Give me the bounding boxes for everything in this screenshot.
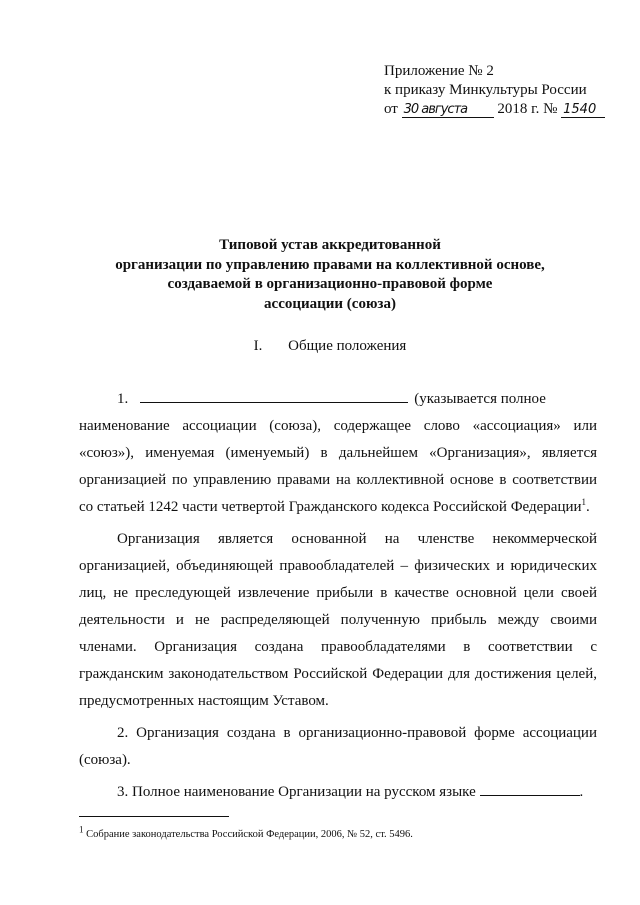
title-line-4: ассоциации (союза) bbox=[264, 295, 396, 312]
appendix-number: Приложение № 2 bbox=[384, 63, 494, 79]
paragraph-1-head bbox=[79, 386, 597, 413]
paragraph-2: 2. Организация создана в организационно-правовой форме ассоциации (союза). bbox=[79, 725, 597, 768]
title-line-3: создаваемой в организационно-правовой форме bbox=[167, 276, 493, 292]
paragraph-3-text: 3. Полное наименование Организации на русском языке bbox=[117, 784, 476, 800]
paragraph-1-number: 1. bbox=[117, 391, 129, 407]
blank-field-name bbox=[140, 390, 408, 403]
handwritten-date: 30 августа bbox=[402, 102, 494, 118]
footnote-mark: 1 bbox=[581, 497, 587, 507]
document-body bbox=[79, 386, 597, 806]
paragraph-1-text: наименование ассоциации (союза), содержащее слово «ассоциация» или «союз»), именуемая (именуемый) в дальнейшем «Организация», является организацией по управлению правами на коллективной основе в соответствии со статьей 1242 части четвертой Гражданского кодекса Российской Федерации bbox=[79, 418, 597, 515]
paragraph-1-end: . bbox=[586, 499, 590, 515]
footnote bbox=[79, 824, 413, 840]
section-name: Общие положения bbox=[288, 338, 407, 354]
paragraph-1b: Организация является основанной на членстве некоммерческой организацией, объединяющей правообладателей – физических и юридических лиц, не преследующей извлечение прибыли в качестве основной цели своей деятельности и не распределяющей полученную прибыль между своими членами. Организация создана правообладателями в соответствии с гражданским законодательством Российской Федерации для достижения целей, предусмотренных настоящим Уставом. bbox=[79, 531, 597, 709]
footnote-text: Собрание законодательства Российской Федерации, 2006, № 52, ст. 5496. bbox=[86, 829, 413, 840]
year-text: 2018 г. № bbox=[497, 101, 558, 117]
paragraph-1-head-text: (указывается полное bbox=[414, 391, 546, 407]
paragraph-3 bbox=[79, 779, 597, 806]
document-title bbox=[60, 236, 600, 314]
date-prefix: от bbox=[384, 101, 398, 117]
footnote-number: 1 bbox=[79, 824, 84, 835]
appendix-date-line bbox=[384, 100, 605, 119]
title-line-1: Типовой устав аккредитованной bbox=[219, 237, 441, 253]
title-line-2: организации по управлению правами на коллективной основе, bbox=[115, 256, 545, 273]
section-number: I. bbox=[253, 338, 263, 354]
section-heading bbox=[60, 338, 600, 355]
handwritten-order-number: 1540 bbox=[561, 102, 605, 118]
appendix-order: к приказу Минкультуры России bbox=[384, 82, 587, 98]
blank-field-russian-name bbox=[480, 783, 580, 796]
paragraph-3-end: . bbox=[579, 784, 584, 800]
footnote-divider bbox=[79, 816, 229, 817]
paragraph-1 bbox=[79, 413, 597, 521]
appendix-header bbox=[384, 62, 605, 119]
